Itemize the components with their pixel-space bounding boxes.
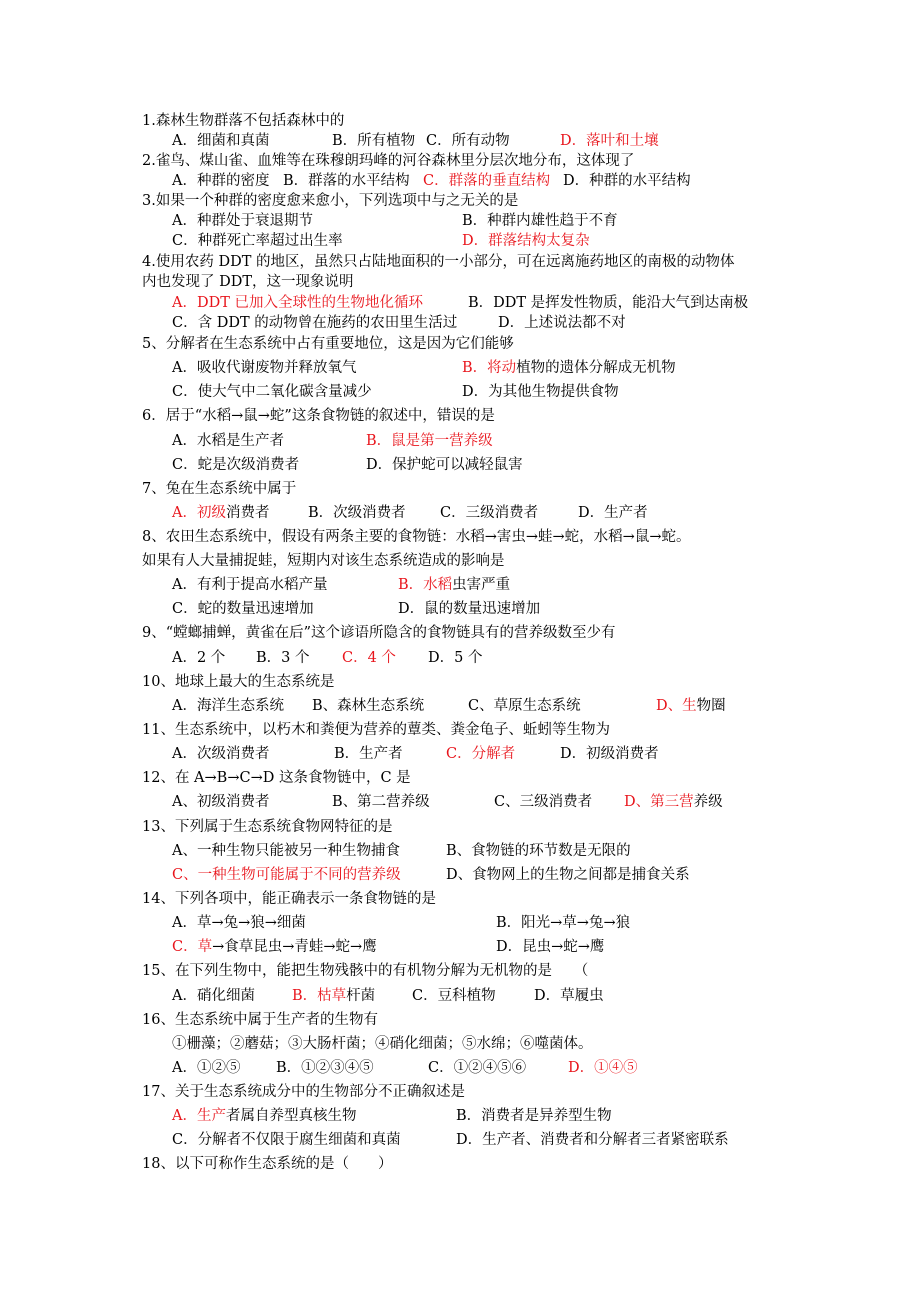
question-5-stem: 5、分解者在生态系统中占有重要地位，这是因为它们能够 [142,336,514,352]
option-a: A．2 个 [172,650,226,666]
question-8-stem: 8、农田生态系统中，假设有两条主要的食物链：水稻→害虫→蛙→蛇，水稻→鼠→蛇。 [142,529,691,545]
option-d: D．昆虫→蛇→鹰 [496,939,605,955]
question-15-stem: 15、在下列生物中，能把生物残骸中的有机物分解为无机物的是 （ [142,963,589,979]
option-d-answer: D．群落结构太复杂 [462,233,590,249]
option-c-answer: C．4 个 [342,650,396,666]
option-b: B．生产者 [334,746,403,762]
option-a [172,504,269,522]
option-d: D．初级消费者 [560,746,659,762]
option-a: A．次级消费者 [172,746,270,762]
question-4-stem: 4.使用农药 DDT 的地区，虽然只占陆地面积的一小部分，可在远离施药地区的南极的动物体 [142,254,735,270]
option-c-answer-part: C．草 [172,939,213,955]
question-9-stem: 9、“螳螂捕蝉，黄雀在后”这个谚语所隐含的食物链具有的营养级数至少有 [142,625,616,641]
option-b-answer-part: B．将动 [462,360,517,376]
option-a: A．草→兔→狼→细菌 [172,915,306,931]
option-c-answer: C．群落的垂直结构 [423,173,551,189]
option-b: B、森林生态系统 [312,698,425,714]
option-d-answer: D．落叶和土壤 [560,133,659,149]
question-11-stem: 11、生态系统中，以朽木和粪便为营养的蕈类、粪金龟子、蚯蚓等生物为 [142,722,610,738]
option-c: C．所有动物 [426,133,510,149]
option-d: D．鼠的数量迅速增加 [398,601,541,617]
option-d [656,697,726,715]
question-17-stem: 17、关于生态系统成分中的生物部分不正确叙述是 [142,1084,465,1100]
option-a: A、初级消费者 [172,794,270,810]
option-c: C．三级消费者 [440,505,539,521]
option-c: C、三级消费者 [494,794,593,810]
option-b-text: 植物的遗体分解成无机物 [516,360,676,376]
option-a-answer-part: A．生产 [172,1108,226,1124]
question-4-stem-cont: 内也发现了 DDT，这一现象说明 [142,274,354,290]
option-a: A．吸收代谢废物并释放氧气 [172,360,357,376]
option-c-answer: C、一种生物可能属于不同的营养级 [172,867,401,883]
option-b: B．所有植物 [332,133,416,149]
question-3-stem: 3.如果一个种群的密度愈来愈小，下列选项中与之无关的是 [142,193,519,209]
option-a: A．细菌和真菌 [172,133,270,149]
option-d: D．5 个 [428,650,483,666]
option-a: A．有利于提高水稻产量 [172,577,328,593]
option-b: B、食物链的环节数是无限的 [446,843,631,859]
option-b [462,359,676,377]
option-d [624,793,723,811]
option-a-answer-part: A．初级 [172,505,226,521]
option-a [172,1107,356,1125]
option-d: D．生产者 [578,505,648,521]
option-b: B．群落的水平结构 [283,173,410,189]
option-a: A．硝化细菌 [172,988,255,1004]
option-b: B．次级消费者 [308,505,406,521]
option-b [398,576,510,594]
option-b: B．DDT 是挥发性物质，能沿大气到达南极 [468,295,749,311]
option-c: C．使大气中二氧化碳含量减少 [172,384,372,400]
question-1-stem: 1.森林生物群落不包括森林中的 [142,113,345,129]
question-10-stem: 10、地球上最大的生态系统是 [142,674,335,690]
option-d-answer-part: D、第三营 [624,794,694,810]
option-b-answer-part: B．枯草 [292,988,347,1004]
option-c: C．含 DDT 的动物曾在施药的农田里生活过 [172,315,458,331]
option-b: B．种群内雄性趋于不育 [462,213,618,229]
option-a-text: 者属自养型真核生物 [225,1108,357,1124]
option-c: C、草原生态系统 [468,698,581,714]
option-b-text: 虫害严重 [452,577,511,593]
option-d-answer-part: D、生 [656,698,697,714]
option-c: C．种群死亡率超过出生率 [172,233,343,249]
question-13-stem: 13、下列属于生态系统食物网特征的是 [142,819,393,835]
question-2-stem: 2.雀鸟、煤山雀、血雉等在珠穆朗玛峰的河谷森林里分层次地分布，这体现了 [142,153,635,169]
option-c: C．分解者不仅限于腐生细菌和真菌 [172,1132,401,1148]
option-a: A．种群处于衰退期节 [172,213,313,229]
option-b-answer-part: B．水稻 [398,577,453,593]
option-c: C．①②④⑤⑥ [428,1060,527,1076]
option-a: A．海洋生态系统 [172,698,284,714]
question-18-stem: 18、以下可称作生态系统的是（ ） [142,1156,393,1172]
option-c: C．豆科植物 [412,988,496,1004]
option-a: A．水稻是生产者 [172,433,284,449]
option-b: B．3 个 [256,650,310,666]
option-d-text: 物圈 [696,698,726,714]
option-d: D．保护蛇可以减轻鼠害 [366,457,523,473]
question-16-stem: 16、生态系统中属于生产者的生物有 [142,1012,378,1028]
option-d: D．草履虫 [534,988,604,1004]
option-c: C．蛇的数量迅速增加 [172,601,314,617]
option-d: D．上述说法都不对 [498,315,626,331]
option-a: A．种群的密度 [172,173,270,189]
question-14-stem: 14、下列各项中，能正确表示一条食物链的是 [142,891,436,907]
question-16-items: ①栅藻；②蘑菇；③大肠杆菌；④硝化细菌；⑤水绵；⑥噬菌体。 [172,1036,593,1052]
question-8-stem-cont: 如果有人大量捕捉蛙，短期内对该生态系统造成的影响是 [142,553,505,569]
option-b: B、第二营养级 [332,794,430,810]
option-a: A．①②⑤ [172,1060,241,1076]
option-d: D．种群的水平结构 [563,173,691,189]
option-b: B．①②③④⑤ [276,1060,374,1076]
option-b [292,987,375,1005]
question-6-stem: 6．居于“水稻→鼠→蛇”这条食物链的叙述中，错误的是 [142,408,495,424]
option-b: B．消费者是异养型生物 [456,1108,612,1124]
question-12-stem: 12、在 A→B→C→D 这条食物链中，C 是 [142,770,411,786]
option-b-answer: B．鼠是第一营养级 [366,433,493,449]
option-b-text: 杆菌 [346,988,376,1004]
option-c [172,938,377,956]
option-a: A、一种生物只能被另一种生物捕食 [172,843,400,859]
option-d-answer: D．①④⑤ [568,1060,638,1076]
option-a-answer: A．DDT 已加入全球性的生物地化循环 [172,295,424,311]
option-d: D．生产者、消费者和分解者三者紧密联系 [456,1132,729,1148]
option-d: D．为其他生物提供食物 [462,384,619,400]
option-d-text: 养级 [693,794,723,810]
option-c: C．蛇是次级消费者 [172,457,300,473]
option-d: D、食物网上的生物之间都是捕食关系 [446,867,690,883]
option-c-answer: C．分解者 [446,746,516,762]
question-7-stem: 7、兔在生态系统中属于 [142,481,297,497]
option-c-text: →食草昆虫→青蛙→蛇→鹰 [212,939,377,955]
option-a-text: 消费者 [225,505,270,521]
option-b: B．阳光→草→兔→狼 [496,915,631,931]
